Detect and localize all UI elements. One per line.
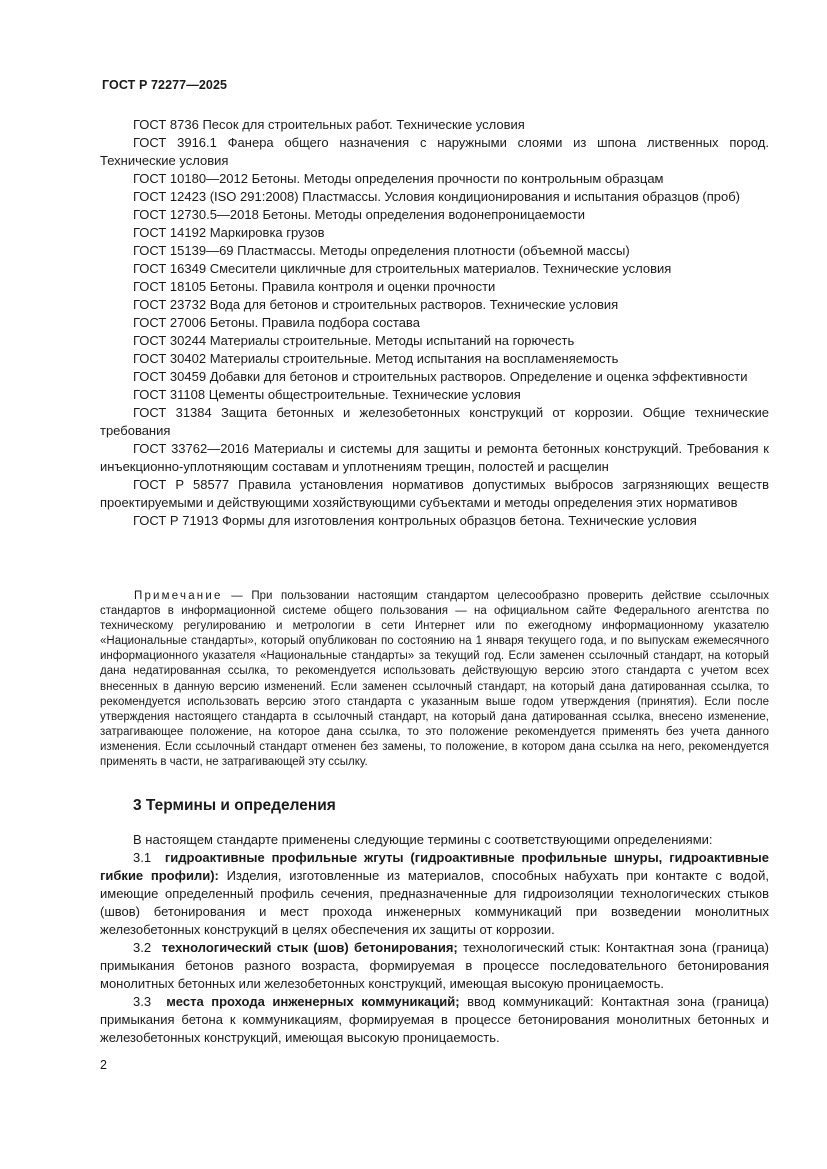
reference-item: ГОСТ 31108 Цементы общестроительные. Технические условия	[133, 387, 521, 402]
reference-item: ГОСТ 12423 (ISO 291:2008) Пластмассы. Условия кондиционирования и испытания образцов (проб)	[133, 189, 740, 204]
normative-references-list	[100, 116, 769, 530]
note-text: — При пользовании настоящим стандартом целесообразно проверить действие ссылочных стандартов в информационной системе общего пользования — на официальном сайте Федерального агентства по техническому регулированию и метрологии в сети Интернет или по ежегодному информационному указателю «Национальные стандарты», который опубликован по состоянию на 1 января текущего года, и по выпускам ежемесячного информационного указателя «Национальные стандарты» за текущий год. Если заменен ссылочный стандарт, на который дана недатированная ссылка, то рекомендуется использовать действующую версию этого стандарта с учетом всех внесенных в данную версию изменений. Если заменен ссылочный стандарт, на который дана датированная ссылка, то рекомендуется использовать версию этого стандарта с указанным выше годом утверждения (принятия). Если после утверждения настоящего стандарта в ссылочный стандарт, на который дана датированная ссылка, внесено изменение, затрагивающее положение, на которое дана ссылка, то это положение рекомендуется применять без учета данного изменения. Если ссылочный стандарт отменен без замены, то положение, в котором дана ссылка на него, рекомендуется применять в части, не затрагивающей эту ссылку.	[100, 590, 769, 769]
reference-item: ГОСТ 30244 Материалы строительные. Методы испытаний на горючесть	[133, 333, 575, 348]
note-paragraph	[100, 589, 769, 770]
reference-item: ГОСТ 8736 Песок для строительных работ. Технические условия	[133, 117, 525, 132]
page-number: 2	[100, 1058, 107, 1072]
definition-term: гидроактивные профильные жгуты (гидроактивные профильные шнуры, гидроактивные гибкие профили):	[100, 850, 770, 883]
reference-item: ГОСТ 31384 Защита бетонных и железобетонных конструкций от коррозии. Общие технические требования	[100, 405, 769, 438]
definition-term: технологический стык (шов) бетонирования;	[161, 940, 458, 955]
definition-number: 3.3	[133, 994, 152, 1009]
definition-number: 3.1	[133, 850, 152, 865]
definition-item	[100, 849, 769, 939]
definition-number: 3.2	[133, 940, 152, 955]
reference-item: ГОСТ 30459 Добавки для бетонов и строительных растворов. Определение и оценка эффективности	[133, 369, 748, 384]
reference-item: ГОСТ 16349 Смесители цикличные для строительных материалов. Технические условия	[133, 261, 672, 276]
reference-item: ГОСТ 14192 Маркировка грузов	[133, 225, 325, 240]
reference-item: ГОСТ 33762—2016 Материалы и системы для защиты и ремонта бетонных конструкций. Требования к инъекционно-уплотняющим составам и уплотнениям трещин, полостей и расщелин	[100, 441, 769, 474]
definition-item	[100, 993, 769, 1047]
reference-item: ГОСТ 3916.1 Фанера общего назначения с наружными слоями из шпона лиственных пород. Технические условия	[100, 135, 769, 168]
definition-text: технологический стык: Контактная зона (граница) примыкания бетонов разного возраста, формируемая в процессе последовательного бетонирования монолитных бетонных или железобетонных конструкций, имеющая высокую проницаемость.	[100, 940, 769, 991]
reference-item: ГОСТ Р 58577 Правила установления нормативов допустимых выбросов загрязняющих веществ проектируемыми и действующими хозяйствующими субъектами и методы определения этих нормативов	[100, 477, 769, 510]
note-label: Примечание	[134, 590, 223, 602]
definition-text: Изделия, изготовленные из материалов, способных набухать при контакте с водой, имеющие определенный профиль сечения, предназначенные для гидроизоляции технологических стыков (швов) бетонирования и мест прохода инженерных коммуникаций при возведении монолитных железобетонных конструкций в целях обеспечения их защиты от коррозии.	[100, 868, 769, 937]
definition-term: места прохода инженерных коммуникаций;	[166, 994, 460, 1009]
definitions-block	[100, 831, 769, 1047]
reference-item: ГОСТ 18105 Бетоны. Правила контроля и оценки прочности	[133, 279, 496, 294]
definition-text: ввод коммуникаций: Контактная зона (граница) примыкания бетона к коммуникациям, формируемая в процессе бетонирования монолитных бетонных и железобетонных конструкций, имеющая высокую проницаемость.	[100, 994, 769, 1045]
reference-item: ГОСТ 27006 Бетоны. Правила подбора состава	[133, 315, 420, 330]
document-header: ГОСТ Р 72277—2025	[102, 78, 228, 92]
reference-item: ГОСТ 12730.5—2018 Бетоны. Методы определения водонепроницаемости	[133, 207, 586, 222]
section-intro: В настоящем стандарте применены следующие термины с соответствующими определениями:	[133, 832, 713, 847]
reference-item: ГОСТ Р 71913 Формы для изготовления контрольных образцов бетона. Технические условия	[133, 513, 697, 528]
reference-item: ГОСТ 30402 Материалы строительные. Метод испытания на воспламеняемость	[133, 351, 619, 366]
definition-item	[100, 939, 769, 993]
section-title: 3 Термины и определения	[133, 797, 336, 814]
reference-item: ГОСТ 15139—69 Пластмассы. Методы определения плотности (объемной массы)	[133, 243, 630, 258]
reference-item: ГОСТ 10180—2012 Бетоны. Методы определения прочности по контрольным образцам	[133, 171, 664, 186]
reference-item: ГОСТ 23732 Вода для бетонов и строительных растворов. Технические условия	[133, 297, 619, 312]
